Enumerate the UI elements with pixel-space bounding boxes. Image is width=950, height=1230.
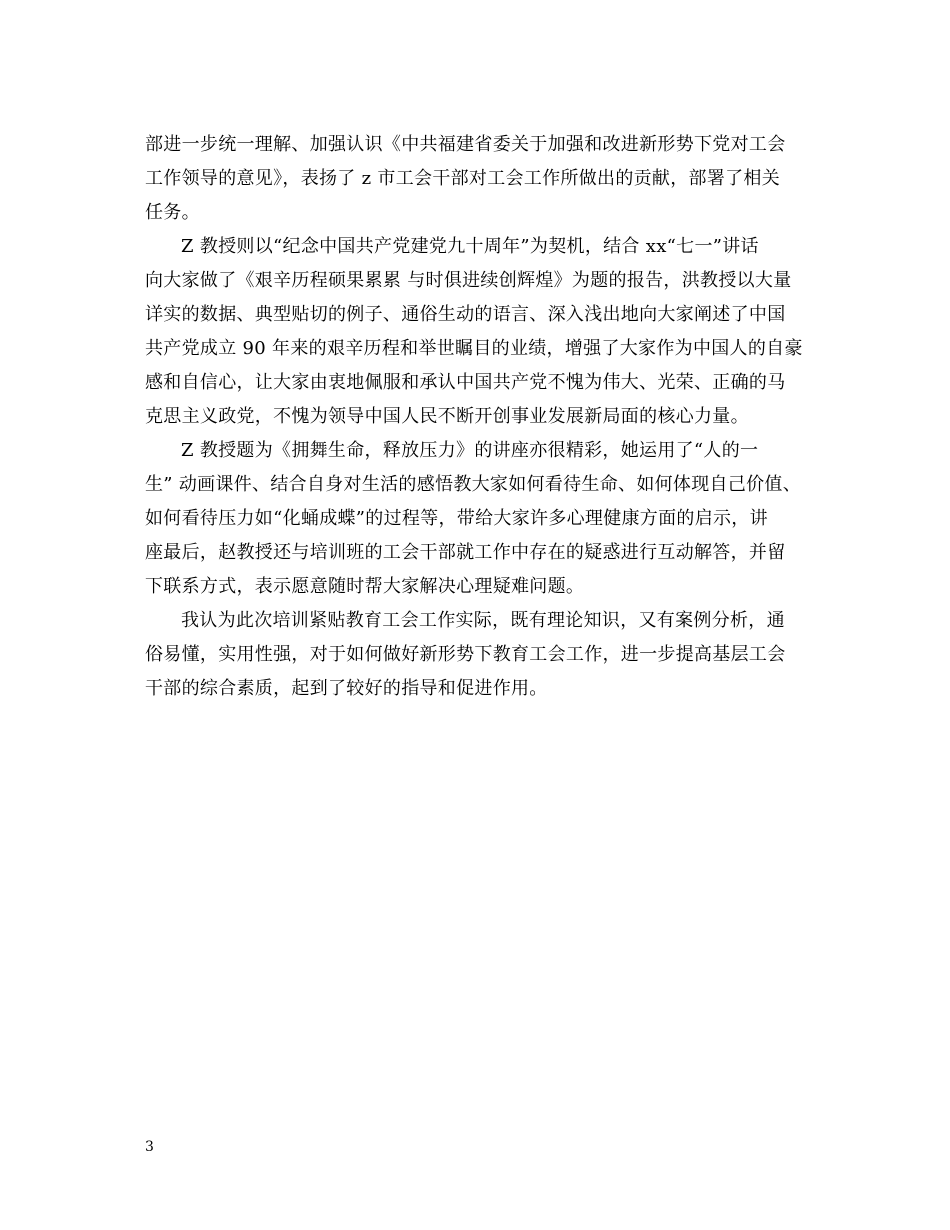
body-text <box>145 128 845 706</box>
text-line: 如何看待压力如“化蛹成蝶”的过程等，带给大家许多心理健康方面的启示，讲 <box>145 508 768 529</box>
page-number: 3 <box>145 1139 154 1155</box>
text-line: Z 教授题为《拥舞生命，释放压力》的讲座亦很精彩，她运用了“人的一 <box>181 440 759 461</box>
text-line: 部进一步统一理解、加强认识《中共福建省委关于加强和改进新形势下党对工会 <box>145 134 786 155</box>
text-line: 下联系方式，表示愿意随时帮大家解决心理疑难问题。 <box>145 576 585 597</box>
text-line: Z 教授则以“纪念中国共产党建党九十周年”为契机，结合 xx“七一”讲话 <box>181 236 759 257</box>
text-line: 任务。 <box>145 202 200 223</box>
text-line: 工作领导的意见》，表扬了 z 市工会干部对工会工作所做出的贡献，部署了相关 <box>145 168 781 189</box>
text-line: 生” 动画课件、结合自身对生活的感悟教大家如何看待生命、如何体现自己价值、 <box>145 474 802 495</box>
text-line: 干部的综合素质，起到了较好的指导和促进作用。 <box>145 678 548 699</box>
text-line: 座最后，赵教授还与培训班的工会干部就工作中存在的疑惑进行互动解答，并留 <box>145 542 786 563</box>
text-line: 俗易懂，实用性强，对于如何做好新形势下教育工会工作，进一步提高基层工会 <box>145 644 786 665</box>
text-line: 我认为此次培训紧贴教育工会工作实际，既有理论知识，又有案例分析，通 <box>181 610 785 631</box>
text-line: 克思主义政党，不愧为领导中国人民不断开创事业发展新局面的核心力量。 <box>145 406 749 427</box>
text-line: 共产党成立 90 年来的艰辛历程和举世瞩目的业绩，增强了大家作为中国人的自豪 <box>145 338 803 359</box>
text-line: 向大家做了《艰辛历程硕果累累 与时俱进续创辉煌》为题的报告，洪教授以大量 <box>145 270 792 291</box>
text-line: 详实的数据、典型贴切的例子、通俗生动的语言、深入浅出地向大家阐述了中国 <box>145 304 786 325</box>
text-line: 感和自信心，让大家由衷地佩服和承认中国共产党不愧为伟大、光荣、正确的马 <box>145 372 786 393</box>
